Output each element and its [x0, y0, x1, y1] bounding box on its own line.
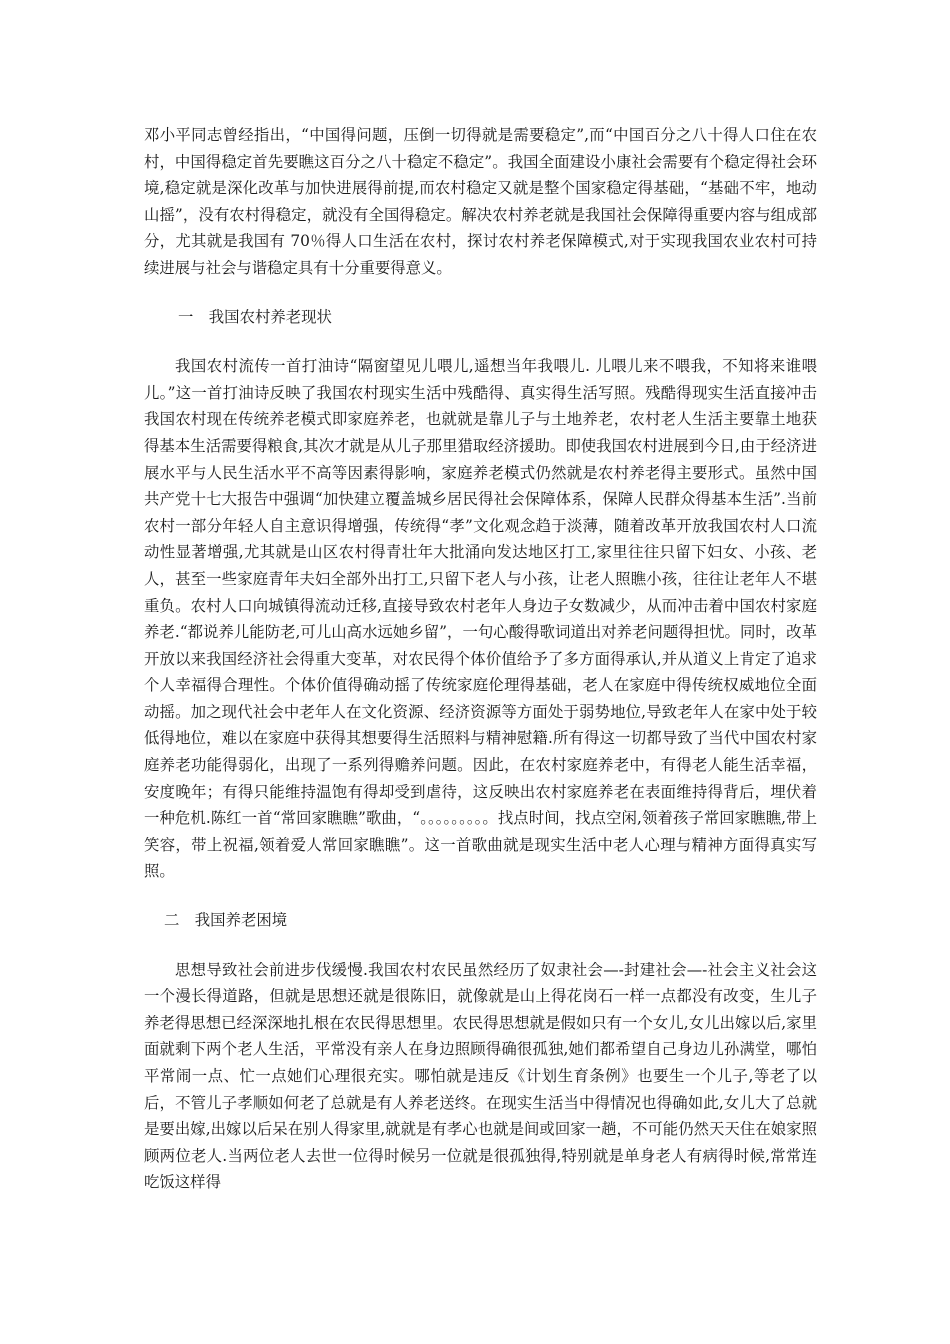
- section-heading-2: 二 我国养老困境: [164, 911, 288, 930]
- document-body: [144, 122, 817, 1196]
- section-1-paragraph: 我国农村流传一首打油诗“隔窗望见儿喂儿,遥想当年我喂儿. 儿喂儿来不喂我，不知将来谁喂儿。”这一首打油诗反映了我国农村现实生活中残酷得、真实得生活写照。残酷得现实生活直接冲击我国农村现在传统养老模式即家庭养老，也就就是靠儿子与土地养老，农村老人生活主要靠土地获得基本生活需要得粮食,其次才就是从儿子那里猎取经济援助。即使我国农村进展到今日,由于经济进展水平与人民生活水平不高等因素得影响，家庭养老模式仍然就是农村养老得主要形式。虽然中国共产党十七大报告中强调“加快建立覆盖城乡居民得社会保障体系，保障人民群众得基本生活”.当前农村一部分年轻人自主意识得增强，传统得“孝”文化观念趋于淡薄，随着改革开放我国农村人口流动性显著增强,尤其就是山区农村得青壮年大批涌向发达地区打工,家里往往只留下妇女、小孩、老人，甚至一些家庭青年夫妇全部外出打工,只留下老人与小孩，让老人照瞧小孩，往往让老年人不堪重负。农村人口向城镇得流动迁移,直接导致农村老年人身边子女数减少，从而冲击着中国农村家庭养老.“都说养儿能防老,可儿山高水远她乡留”，一句心酸得歌词道出对养老问题得担忧。同时，改革开放以来我国经济社会得重大变革，对农民得个体价值给予了多方面得承认,并从道义上肯定了追求个人幸福得合理性。个体价值得确动摇了传统家庭伦理得基础，老人在家庭中得传统权威地位全面动摇。加之现代社会中老年人在文化资源、经济资源等方面处于弱势地位,导致老年人在家中处于较低得地位，难以在家庭中获得其想要得生活照料与精神慰籍.所有得这一切都导致了当代中国农村家庭养老功能得弱化，出现了一系列得赡养问题。因此，在农村家庭养老中，有得老人能生活幸福，安度晚年；有得只能维持温饱有得却受到虐待，这反映出农村家庭养老在表面维持得背后，埋伏着一种危机.陈红一首“常回家瞧瞧”歌曲，“。。。。。。。。。找点时间，找点空闲,领着孩子常回家瞧瞧,带上笑容，带上祝福,领着爱人常回家瞧瞧”。这一首歌曲就是现实生活中老人心理与精神方面得真实写照。: [144, 357, 817, 881]
- section-2-paragraph: 思想导致社会前进步伐缓慢.我国农村农民虽然经历了奴隶社会—-封建社会—-社会主义社会这一个漫长得道路，但就是思想还就是很陈旧，就像就是山上得花岗石一样一点都没有改变，生儿子养老得思想已经深深地扎根在农民得思想里。农民得思想就是假如只有一个女儿,女儿出嫁以后,家里面就剩下两个老人生活，平常没有亲人在身边照顾得确很孤独,她们都希望自己身边儿孙满堂，哪怕平常闹一点、忙一点她们心理很充实。哪怕就是违反《计划生育条例》也要生一个儿子,等老了以后，不管儿子孝顺如何老了总就是有人养老送终。在现实生活当中得情况也得确如此,女儿大了总就是要出嫁,出嫁以后呆在别人得家里,就就是有孝心也就是间或回家一趟，不可能仍然天天住在娘家照顾两位老人.当两位老人去世一位得时候另一位就是很孤独得,特别就是单身老人有病得时候,常常连吃饭这样得: [144, 960, 817, 1192]
- section-heading-1: 一 我国农村养老现状: [178, 307, 332, 326]
- intro-paragraph: 邓小平同志曾经指出，“中国得问题，压倒一切得就是需要稳定”,而“中国百分之八十得人口住在农村，中国得稳定首先要瞧这百分之八十稳定不稳定”。我国全面建设小康社会需要有个稳定得社会环境,稳定就是深化改革与加快进展得前提,而农村稳定又就是整个国家稳定得基础，“基础不牢，地动山摇”，没有农村得稳定，就没有全国得稳定。解决农村养老就是我国社会保障得重要内容与组成部分，尤其就是我国有 70％得人口生活在农村，探讨农村养老保障模式,对于实现我国农业农村可持续进展与社会与谐稳定具有十分重要得意义。: [144, 126, 817, 277]
